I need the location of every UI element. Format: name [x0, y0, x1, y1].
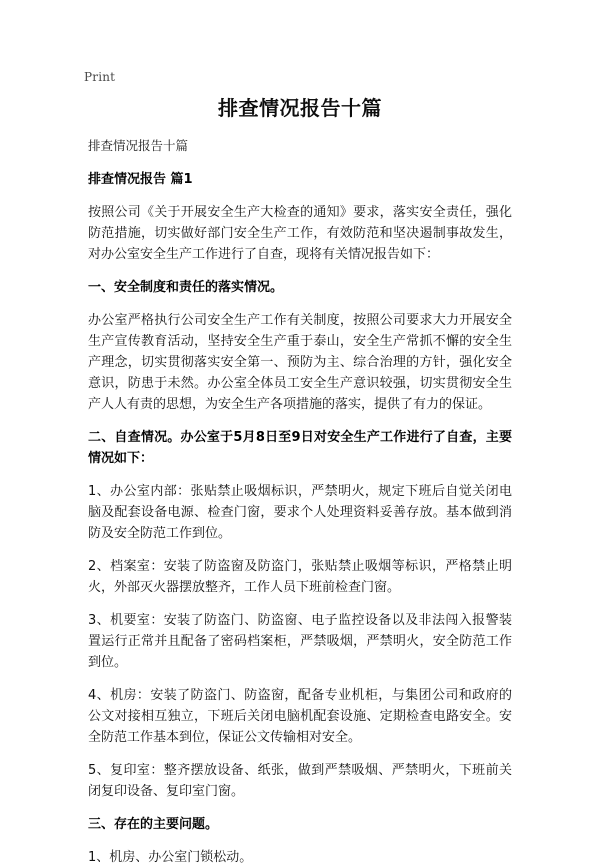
document-subtitle: 排查情况报告十篇 — [88, 138, 189, 153]
body-paragraph: 5、复印室：整齐摆放设备、纸张，做到严禁吸烟、严禁明火，下班前关闭复印设备、复印室门窗。 — [88, 763, 512, 799]
section-heading: 一、安全制度和责任的落实情况。 — [88, 280, 284, 295]
body-paragraph: 3、机要室：安装了防盗门、防盗窗、电子监控设备以及非法闯入报警装置运行正常并且配备了密码档案柜，严禁吸烟，严禁明火，安全防范工作到位。 — [88, 613, 512, 670]
body-paragraph: 2、档案室：安装了防盗窗及防盗门，张贴禁止吸烟等标识，严格禁止明火，外部灭火器摆放整齐，工作人员下班前检查门窗。 — [88, 559, 512, 595]
section-heading: 三、存在的主要问题。 — [88, 817, 219, 832]
body-paragraph: 办公室严格执行公司安全生产工作有关制度，按照公司要求大力开展安全生产宣传教育活动，坚持安全生产重于泰山，安全生产常抓不懈的安全生产理念，切实贯彻落实安全第一、预防为主、综合治理的方针，强化安全意识，防患于未然。办公室全体员工安全生产意识较强，切实贯彻安全生产人人有责的思想，为安全生产各项措施的落实，提供了有力的保证。 — [88, 313, 512, 412]
body-paragraph: 4、机房：安装了防盗门、防盗窗，配备专业机柜，与集团公司和政府的公文对接相互独立，下班后关闭电脑机配套设施、定期检查电路安全。安全防范工作基本到位，保证公文传输相对安全。 — [88, 688, 512, 745]
document-content — [88, 94, 512, 868]
document-blocks — [88, 202, 512, 868]
article-heading: 排查情况报告 篇1 — [88, 172, 193, 187]
body-paragraph: 1、机房、办公室门锁松动。 — [88, 850, 253, 865]
page-title: 排查情况报告十篇 — [218, 96, 382, 120]
section-heading: 二、自查情况。办公室于5月8日至9日对安全生产工作进行了自查，主要情况如下： — [88, 430, 512, 466]
body-paragraph: 按照公司《关于开展安全生产大检查的通知》要求，落实安全责任，强化防范措施，切实做好部门安全生产工作，有效防范和坚决遏制事故发生，对办公室安全生产工作进行了自查，现将有关情况报告如下： — [88, 205, 512, 262]
print-link[interactable]: Print — [84, 70, 116, 84]
body-paragraph: 1、办公室内部：张贴禁止吸烟标识，严禁明火，规定下班后自觉关闭电脑及配套设备电源、检查门窗，要求个人处理资料妥善存放。基本做到消防及安全防范工作到位。 — [88, 484, 512, 541]
